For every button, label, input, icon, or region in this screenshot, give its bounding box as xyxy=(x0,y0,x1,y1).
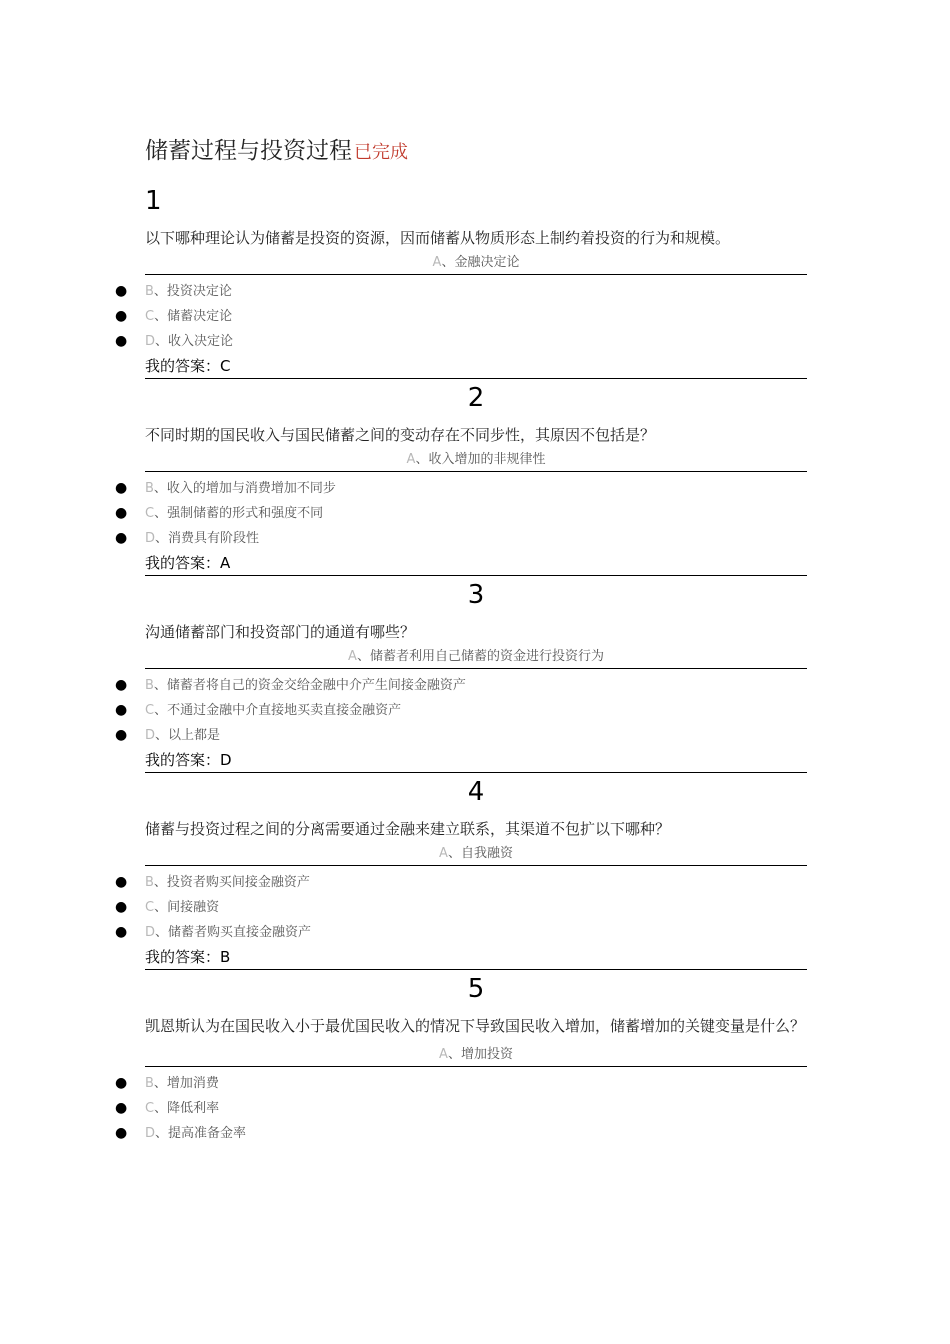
answer-value: B xyxy=(220,948,231,966)
option-letter: C xyxy=(145,309,155,324)
option-letter: C xyxy=(145,1101,155,1116)
option-b[interactable] xyxy=(115,673,807,698)
question-block xyxy=(115,576,807,773)
bullet-icon: ● xyxy=(115,727,128,743)
my-answer xyxy=(145,945,807,970)
option-letter: A xyxy=(432,255,442,270)
option-text: 、强制储蓄的形式和强度不同 xyxy=(154,506,324,521)
bullet-icon: ● xyxy=(115,530,128,546)
option-text: 、消费具有阶段性 xyxy=(155,531,260,546)
answer-label: 我的答案： xyxy=(145,357,221,375)
bullet-icon: ● xyxy=(115,874,128,890)
question-number: 2 xyxy=(467,383,485,413)
option-letter: C xyxy=(145,900,155,915)
my-answer xyxy=(145,748,807,773)
question-block xyxy=(115,182,807,379)
option-d[interactable] xyxy=(115,920,807,945)
bullet-icon: ● xyxy=(115,505,128,521)
option-b[interactable] xyxy=(115,476,807,501)
question-block xyxy=(115,970,807,1146)
question-number: 5 xyxy=(467,974,485,1004)
question-text: 沟通储蓄部门和投资部门的通道有哪些？ xyxy=(145,623,416,641)
my-answer xyxy=(145,354,807,379)
bullet-icon: ● xyxy=(115,333,128,349)
option-letter: B xyxy=(145,284,154,299)
option-letter: B xyxy=(145,1076,154,1091)
bullet-icon: ● xyxy=(115,308,128,324)
answer-label: 我的答案： xyxy=(145,751,221,769)
option-c[interactable] xyxy=(115,304,807,329)
answer-label: 我的答案： xyxy=(145,948,221,966)
option-c[interactable] xyxy=(115,895,807,920)
status-badge: 已完成 xyxy=(354,142,408,163)
option-text: 、储蓄者购买直接金融资产 xyxy=(155,925,312,940)
bullet-icon: ● xyxy=(115,1075,128,1091)
option-letter: C xyxy=(145,703,155,718)
option-a[interactable] xyxy=(145,842,807,866)
option-a[interactable] xyxy=(145,448,807,472)
bullet-icon: ● xyxy=(115,1100,128,1116)
option-letter: D xyxy=(145,925,156,940)
option-list xyxy=(115,279,807,354)
option-a[interactable] xyxy=(145,645,807,669)
option-text: 、增加消费 xyxy=(153,1076,219,1091)
option-text: 、储蓄者利用自己储蓄的资金进行投资行为 xyxy=(356,649,604,664)
option-text: 、金融决定论 xyxy=(441,255,520,270)
answer-value: C xyxy=(220,357,231,375)
bullet-icon: ● xyxy=(115,899,128,915)
option-list xyxy=(115,476,807,551)
question-text: 储蓄与投资过程之间的分离需要通过金融来建立联系，其渠道不包扩以下哪种？ xyxy=(145,820,671,838)
option-text: 、投资决定论 xyxy=(153,284,232,299)
option-letter: D xyxy=(145,1126,156,1141)
option-letter: D xyxy=(145,728,156,743)
bullet-icon: ● xyxy=(115,702,128,718)
option-text: 、自我融资 xyxy=(447,846,513,861)
bullet-icon: ● xyxy=(115,283,128,299)
option-a[interactable] xyxy=(145,251,807,275)
option-c[interactable] xyxy=(115,501,807,526)
option-c[interactable] xyxy=(115,1096,807,1121)
answer-label: 我的答案： xyxy=(145,554,221,572)
bullet-icon: ● xyxy=(115,1125,128,1141)
option-letter: D xyxy=(145,334,156,349)
quiz-page xyxy=(115,134,807,1146)
my-answer xyxy=(145,551,807,576)
option-list xyxy=(115,1071,807,1146)
question-block xyxy=(115,379,807,576)
question-number: 4 xyxy=(467,777,485,807)
option-text: 、增加投资 xyxy=(447,1047,513,1062)
option-text: 、收入决定论 xyxy=(155,334,234,349)
option-letter: A xyxy=(348,649,357,664)
option-list xyxy=(115,870,807,945)
option-d[interactable] xyxy=(115,723,807,748)
bullet-icon: ● xyxy=(115,677,128,693)
answer-value: D xyxy=(220,751,232,769)
question-block xyxy=(115,773,807,970)
option-b[interactable] xyxy=(115,870,807,895)
bullet-icon: ● xyxy=(115,480,128,496)
option-d[interactable] xyxy=(115,329,807,354)
option-b[interactable] xyxy=(115,279,807,304)
option-d[interactable] xyxy=(115,1121,807,1146)
option-text: 、提高准备金率 xyxy=(155,1126,247,1141)
option-text: 、不通过金融中介直接地买卖直接金融资产 xyxy=(154,703,402,718)
question-text: 以下哪种理论认为储蓄是投资的资源，因而储蓄从物质形态上制约着投资的行为和规模。 xyxy=(145,229,731,247)
option-text: 、以上都是 xyxy=(155,728,221,743)
bullet-icon: ● xyxy=(115,924,128,940)
option-letter: B xyxy=(145,875,154,890)
option-text: 、间接融资 xyxy=(154,900,220,915)
option-text: 、降低利率 xyxy=(154,1101,220,1116)
option-text: 、投资者购买间接金融资产 xyxy=(153,875,310,890)
option-text: 、储蓄者将自己的资金交给金融中介产生间接金融资产 xyxy=(153,678,466,693)
option-list xyxy=(115,673,807,748)
option-c[interactable] xyxy=(115,698,807,723)
question-text: 不同时期的国民收入与国民储蓄之间的变动存在不同步性，其原因不包括是？ xyxy=(145,426,656,444)
page-title: 储蓄过程与投资过程 xyxy=(145,138,352,164)
option-letter: A xyxy=(406,452,416,467)
question-number: 3 xyxy=(467,580,485,610)
option-letter: B xyxy=(145,678,154,693)
option-a[interactable] xyxy=(145,1043,807,1067)
answer-value: A xyxy=(220,554,231,572)
option-letter: C xyxy=(145,506,155,521)
option-text: 、收入的增加与消费增加不同步 xyxy=(153,481,336,496)
option-b[interactable] xyxy=(115,1071,807,1096)
option-d[interactable] xyxy=(115,526,807,551)
option-text: 、收入增加的非规律性 xyxy=(415,452,546,467)
option-letter: A xyxy=(439,846,448,861)
option-letter: B xyxy=(145,481,154,496)
option-letter: A xyxy=(439,1047,448,1062)
option-letter: D xyxy=(145,531,156,546)
question-text: 凯恩斯认为在国民收入小于最优国民收入的情况下导致国民收入增加，储蓄增加的关键变量是什么？ xyxy=(145,1017,806,1035)
question-number: 1 xyxy=(145,186,162,216)
page-header xyxy=(145,134,807,168)
option-text: 、储蓄决定论 xyxy=(154,309,233,324)
